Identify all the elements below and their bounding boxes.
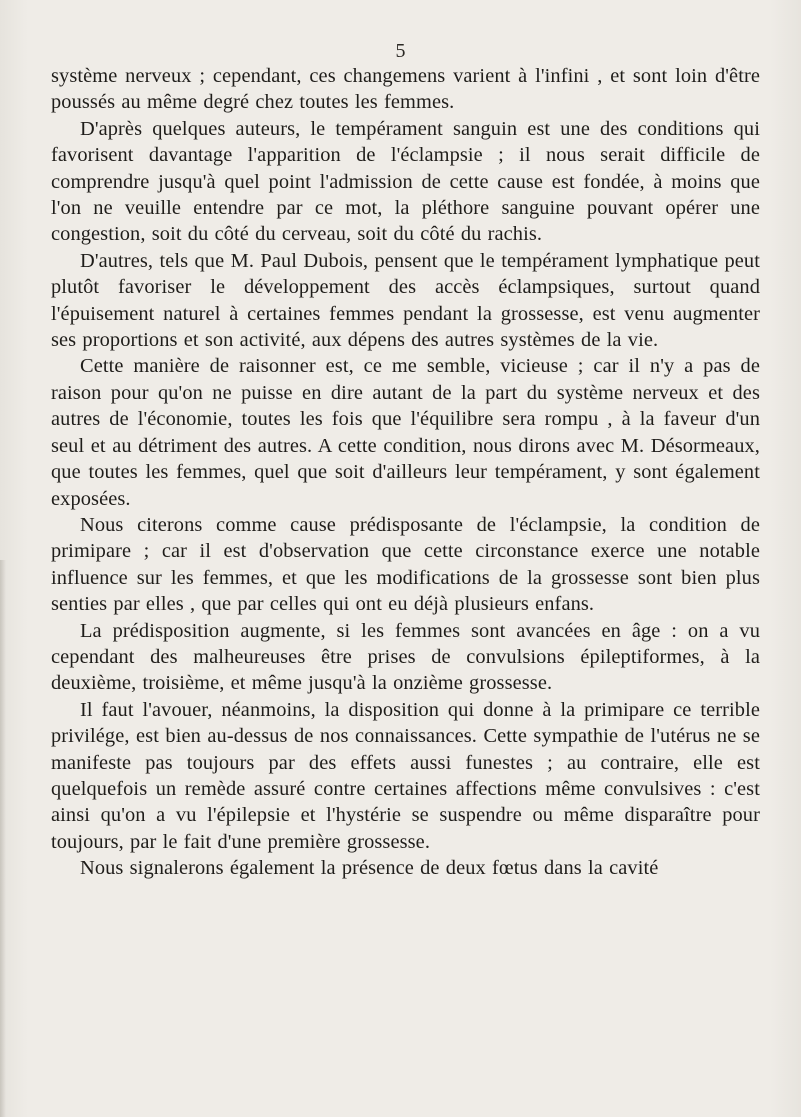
- page-number: 5: [395, 40, 406, 62]
- page-edge-shadow: [0, 560, 6, 1117]
- paragraph-primipara: Nous citerons comme cause prédisposante de l'éclampsie, la condition de primipare ; car il est d'observation que cette circonstance exerce une notable influence sur les femmes, et que les modifications de la grossesse sont bien plus senties par elles , que par celles qui ont eu déjà plusieurs enfans.: [51, 513, 760, 616]
- paragraph-twin-fetuses: Nous signalerons également la présence de deux fœtus dans la cavité: [80, 857, 659, 880]
- paragraph-continuation: système nerveux ; cependant, ces changemens varient à l'infini , et sont loin d'être poussés au même degré chez toutes les femmes.: [51, 65, 760, 114]
- paragraph-lymphatic-temperament: D'autres, tels que M. Paul Dubois, pensent que le tempérament lymphatique peut plutôt favoriser le développement des accès éclampsiques, surtout quand l'épuisement naturel à certaines femmes pendant la grossesse, est venu augmenter ses proportions et son activité, aux dépens des autres systèmes de la vie.: [51, 249, 760, 352]
- paragraph-uterus-sympathy: Il faut l'avouer, néanmoins, la disposition qui donne à la primipare ce terrible privilége, est bien au-dessus de nos connaissances. Cette sympathie de l'utérus ne se manifeste pas toujours par des effets aussi funestes ; au contraire, elle est quelquefois un remède assuré contre certaines affections même convulsives : c'est ainsi qu'on a vu l'épilepsie et l'hystérie se suspendre ou même disparaître pour toujours, par le fait d'une première grossesse.: [51, 698, 760, 853]
- paragraph-sanguine-temperament: D'après quelques auteurs, le tempérament sanguin est une des conditions qui favorisent davantage l'apparition de l'éclampsie ; il nous serait difficile de comprendre jusqu'à quel point l'admission de cette cause est fondée, à moins que l'on ne veuille entendre par ce mot, la pléthore sanguine pouvant opérer une congestion, soit du côté du cerveau, soit du côté du rachis.: [51, 117, 760, 246]
- body-text: [51, 63, 760, 882]
- paragraph-reasoning-critique: Cette manière de raisonner est, ce me semble, vicieuse ; car il n'y a pas de raison pour qu'on ne puisse en dire autant de la part du système nerveux et des autres de l'économie, toutes les fois que l'équilibre sera rompu , à la faveur d'un seul et au détriment des autres. A cette condition, nous dirons avec M. Désormeaux, que toutes les femmes, quel que soit d'ailleurs leur tempérament, y sont également exposées.: [51, 355, 760, 510]
- paragraph-age-predisposition: La prédisposition augmente, si les femmes sont avancées en âge : on a vu cependant des malheureuses être prises de convulsions épileptiformes, à la deuxième, troisième, et même jusqu'à la onzième grossesse.: [51, 619, 760, 695]
